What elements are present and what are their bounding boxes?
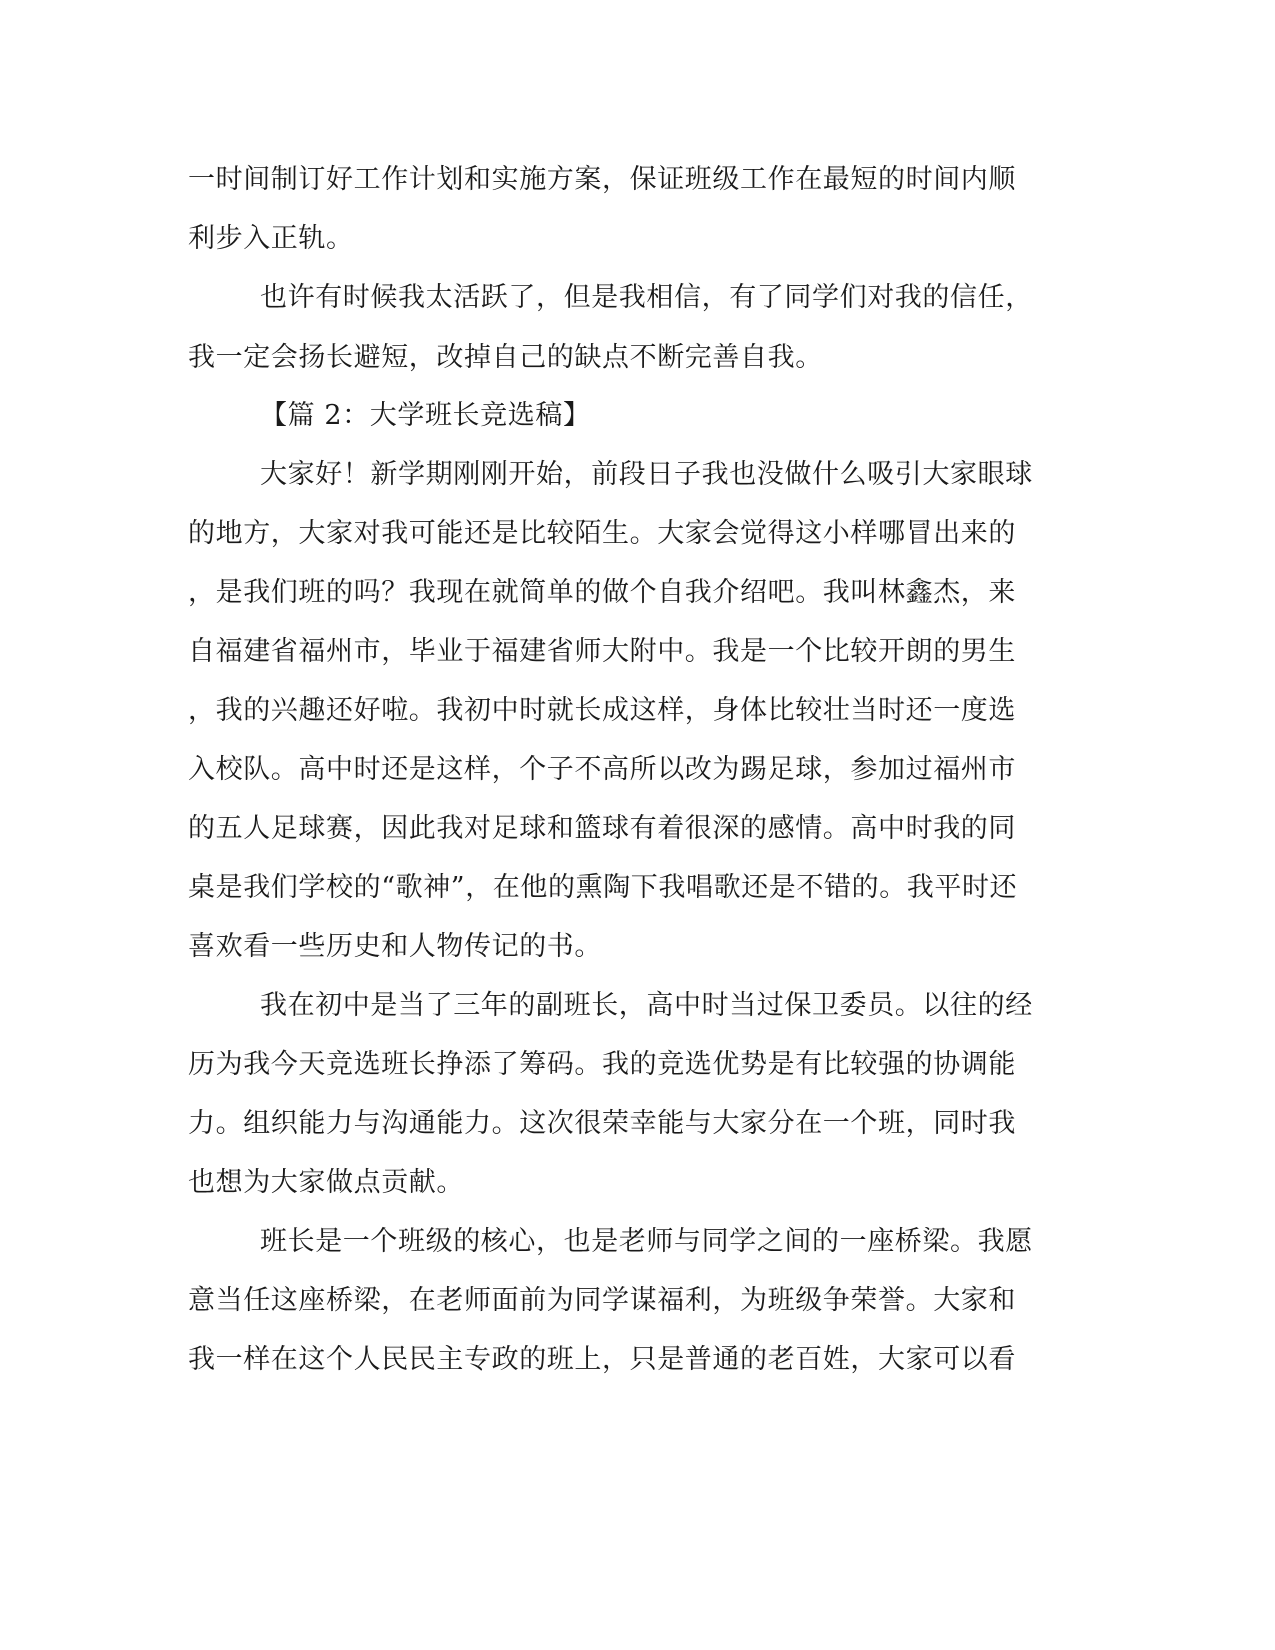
body-text-line: 喜欢看一些历史和人物传记的书。: [188, 931, 602, 962]
section-heading: 【篇 2：大学班长竞选稿】: [260, 400, 591, 431]
body-text-line: 一时间制订好工作计划和实施方案，保证班级工作在最短的时间内顺: [188, 164, 1016, 195]
body-text-line: 的五人足球赛，因此我对足球和篮球有着很深的感情。高中时我的同: [188, 813, 1016, 844]
paragraph-start-line: 我在初中是当了三年的副班长，高中时当过保卫委员。以往的经: [260, 990, 1033, 1021]
body-text-line: 自福建省福州市，毕业于福建省师大附中。我是一个比较开朗的男生: [188, 636, 1016, 667]
body-text-line: 也想为大家做点贡献。: [188, 1167, 464, 1198]
body-text-line: 力。组织能力与沟通能力。这次很荣幸能与大家分在一个班，同时我: [188, 1108, 1016, 1139]
body-text-line: 利步入正轨。: [188, 223, 354, 254]
body-text-line: 我一定会扬长避短，改掉自己的缺点不断完善自我。: [188, 342, 823, 373]
body-text-line: 意当任这座桥梁，在老师面前为同学谋福利，为班级争荣誉。大家和: [188, 1285, 1016, 1316]
paragraph-start-line: 大家好！新学期刚刚开始，前段日子我也没做什么吸引大家眼球: [260, 459, 1033, 490]
paragraph-start-line: 也许有时候我太活跃了，但是我相信，有了同学们对我的信任，: [260, 282, 1033, 313]
body-text-line: 的地方，大家对我可能还是比较陌生。大家会觉得这小样哪冒出来的: [188, 518, 1016, 549]
body-text-line: 历为我今天竞选班长挣添了筹码。我的竞选优势是有比较强的协调能: [188, 1049, 1016, 1080]
body-text-line: 入校队。高中时还是这样，个子不高所以改为踢足球，参加过福州市: [188, 754, 1016, 785]
body-text-line: ，我的兴趣还好啦。我初中时就长成这样，身体比较壮当时还一度选: [188, 695, 1016, 726]
body-text-line: 我一样在这个人民民主专政的班上，只是普通的老百姓，大家可以看: [188, 1344, 1016, 1375]
body-text-line: 桌是我们学校的“歌神”，在他的熏陶下我唱歌还是不错的。我平时还: [188, 872, 1018, 903]
paragraph-start-line: 班长是一个班级的核心，也是老师与同学之间的一座桥梁。我愿: [260, 1226, 1033, 1257]
body-text-line: ，是我们班的吗？我现在就简单的做个自我介绍吧。我叫林鑫杰，来: [188, 577, 1016, 608]
